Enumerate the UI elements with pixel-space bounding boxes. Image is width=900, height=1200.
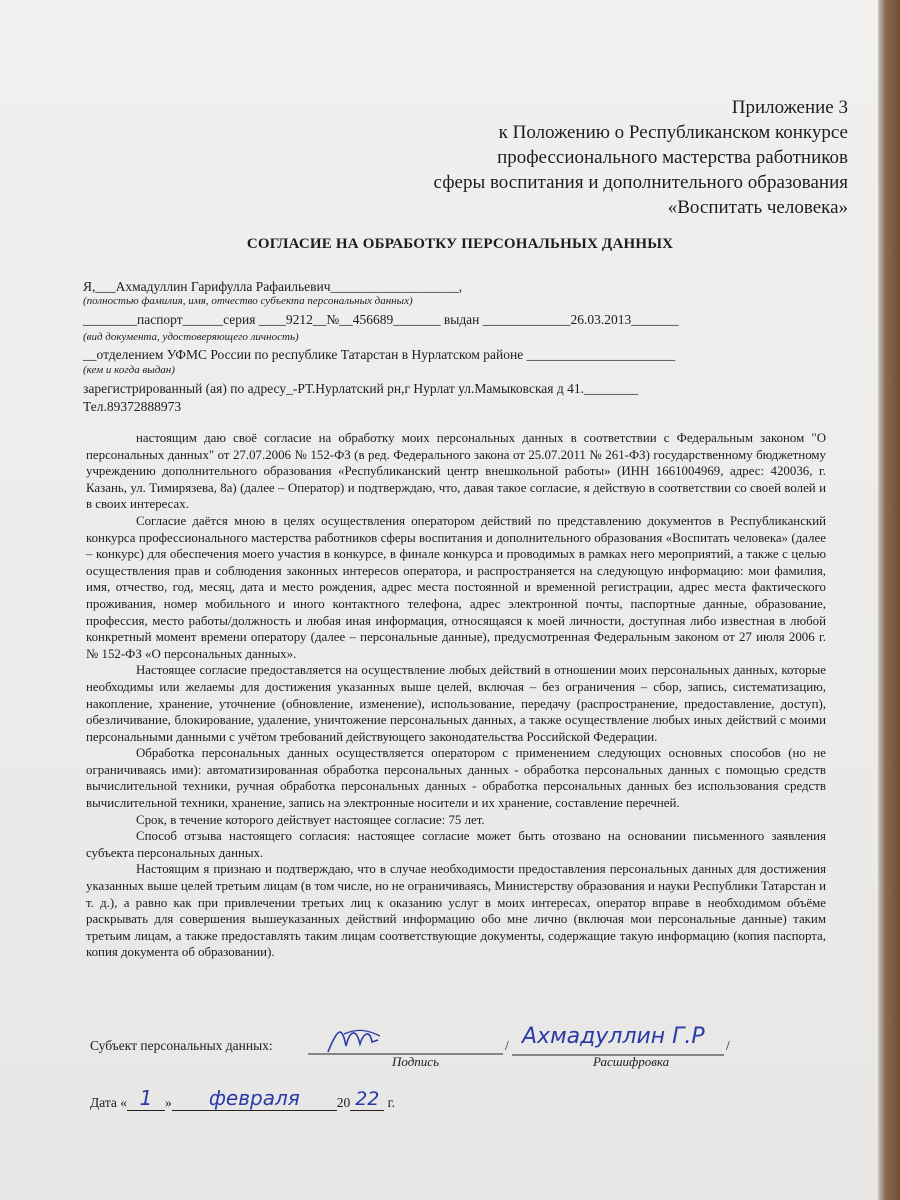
header-line: «Воспитать человека» xyxy=(667,197,848,218)
issuer-line: __отделением УФМС России по республике Татарстан в Нурлатском районе ______________________ xyxy=(83,347,676,362)
paragraph: Настоящим я признаю и подтверждаю, что в случае необходимости предоставления персональных данных для достижения указанных выше целей третьим лицам (в том числе, но не ограничиваясь, Министерству образования и науки Республики Татарстан и т. д.), а равно как при привлечении третьих лиц к оказанию услуг в моих интересах, оператор вправе в необходимом объёме раскрывать для совершения вышеуказанных действий информацию обо мне лично (включая мои персональные данные) таким третьим лицам, а также предоставлять таким лицам соответствующие документы, содержащие такую информацию (копия паспорта, копия документа об образовании). xyxy=(86,862,826,960)
signature-decode: Ахмадуллин Г.Р xyxy=(522,1024,705,1049)
consent-body xyxy=(86,430,826,961)
header-line: сферы воспитания и дополнительного образования xyxy=(433,172,848,193)
signature-scribble xyxy=(308,1022,508,1058)
paragraph: настоящим даю своё согласие на обработку моих персональных данных в соответствии с Федеральным законом "О персональных данных" от 27.07.2006 № 152-ФЗ (в ред. Федерального закона от 25.07.2011 № 261-ФЗ) государственному бюджетному учреждению дополнительного образования «Республиканский центр внешкольной работы» (ИНН 1661004969, адрес: 420036, г. Казань, ул. Тимирязева, 8а) (далее – Оператор) и подтверждаю, что, давая такое согласие, я действую в соответствии со своей волей и в своих интересах. xyxy=(86,431,826,512)
date-year: 22 xyxy=(355,1088,380,1110)
paragraph: Обработка персональных данных осуществляется оператором с применением следующих основных способов (но не ограничиваясь ими): автоматизированная обработка персональных данных - обработка персональных данных с помощью средств вычислительной техники, ручная обработка персональных данных - обработка персональных данных без использования средств вычислительной техники, хранение, запись на электронные носители и их хранение, составление перечней. xyxy=(86,746,826,811)
header-line: Приложение 3 xyxy=(731,97,848,118)
name-suffix: , xyxy=(458,279,463,294)
passport-line: ________паспорт______серия ____9212__№__456689_______ выдан _____________26.03.2013_______ xyxy=(83,312,679,327)
signature-label: Субъект персональных данных: xyxy=(90,1038,273,1053)
issuer-caption: (кем и когда выдан) xyxy=(83,364,175,376)
date-month-field xyxy=(172,1086,337,1111)
signature-row xyxy=(90,1024,850,1076)
date-quote: » xyxy=(165,1095,172,1110)
signature-caption: Подпись xyxy=(392,1054,439,1069)
paragraph: Согласие даётся мною в целях осуществления оператором действий по представлению документов в Республиканский конкурса профессионального мастерства работников сферы воспитания и дополнительного образования «Воспитать человека» (далее – конкурс) для обеспечения моего участия в конкурсе, в финале конкурса и проводимых в рамках него мероприятий, а также с целью осуществления прав и соблюдения законных интересов оператора, и распространяется на следующую информацию: мои фамилия, имя, отчество, год, месяц, дата и место рождения, адрес места постоянной и временной регистрации, адрес места фактического проживания, номер мобильного и иного контактного телефона, адрес электронной почты, паспортные данные, образование, профессия, место работы/должность и любая иная информация, относящаяся к моей личности, доступная либо известная в любой конкретный момент времени оператору (далее – персональные данные), предусмотренная Федеральным законом от 27 июля 2006 г. № 152-ФЗ «О персональных данных». xyxy=(86,513,826,661)
name-caption: (полностью фамилия, имя, отчество субъекта персональных данных) xyxy=(83,295,413,307)
date-year-prefix: 20 xyxy=(336,1095,351,1110)
date-day-field xyxy=(127,1086,165,1111)
paragraph: Способ отзыва настоящего согласия: настоящее согласие может быть отозвано на основании письменного заявления субъекта персональных данных. xyxy=(86,829,826,860)
decode-caption: Расшифровка xyxy=(593,1054,670,1069)
name-line xyxy=(83,279,462,295)
address-line: зарегистрированный (ая) по адресу_-РТ.Нурлатский рн,г Нурлат ул.Мамыковская д 41.________ xyxy=(83,381,638,396)
appendix-header xyxy=(434,95,848,220)
date-end: г. xyxy=(384,1095,396,1110)
phone-line: Тел.89372888973 xyxy=(83,399,182,414)
date-year-field xyxy=(350,1088,384,1111)
date-row xyxy=(90,1088,395,1113)
date-label: Дата « xyxy=(90,1095,128,1110)
date-month: февраля xyxy=(208,1086,300,1110)
table-edge xyxy=(878,0,900,1200)
signature-separator: / xyxy=(726,1038,730,1053)
document-title: СОГЛАСИЕ НА ОБРАБОТКУ ПЕРСОНАЛЬНЫХ ДАННЫХ xyxy=(246,236,674,252)
signature-separator: / xyxy=(505,1038,509,1053)
paragraph: Срок, в течение которого действует настоящее согласие: 75 лет. xyxy=(136,812,485,827)
name-prefix: Я, xyxy=(83,279,96,294)
date-day: 1 xyxy=(139,1086,153,1110)
doc-caption: (вид документа, удостоверяющего личность) xyxy=(83,331,299,343)
paragraph: Настоящее согласие предоставляется на осуществление любых действий в отношении моих персональных данных, которые необходимы или желаемы для достижения указанных выше целей, включая – без ограничения – сбор, запись, систематизацию, накопление, хранение, уточнение (обновление, изменение), использование, передачу (распространение, предоставление, доступ), обезличивание, блокирование, удаление, уничтожение персональных данных, а также осуществление любых иных действий с моими персональными данными с учётом требований действующего законодательства Российской Федерации. xyxy=(86,663,826,744)
header-line: профессионального мастерства работников xyxy=(497,147,848,168)
header-line: к Положению о Республиканском конкурсе xyxy=(498,122,848,143)
full-name: ___Ахмадуллин Гарифулла Рафаильевич___________________ xyxy=(95,279,459,294)
